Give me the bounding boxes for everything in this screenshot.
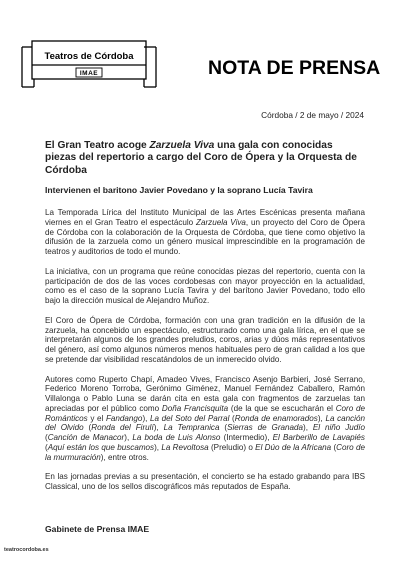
footer-website-url: teatrocordoba.es <box>4 547 49 553</box>
paragraph-3: El Coro de Ópera de Córdoba, formación con una gran tradición en la difusión de la zarzuela, ha concebido un espectáculo, estructurado como una gala lírica, en el que se interpretarán algunos de los grandes preludios, coros, arias y dúos más representativos del género, así como algunos números menos habituales pero de gran calidad a los que se pretende dar visibilidad rescatándolos de un inmerecido olvido. <box>45 315 365 364</box>
release-date: Córdoba / 2 de mayo / 2024 <box>261 110 364 120</box>
press-office-signature: Gabinete de Prensa IMAE <box>45 524 150 534</box>
logo-name: Teatros de Córdoba <box>44 51 134 62</box>
logo-badge: IMAE <box>79 70 99 77</box>
paragraph-1: La Temporada Lírica del Instituto Municipal de las Artes Escénicas presenta mañana viernes en el Gran Teatro el espectáculo Zarzuela Viva, un proyecto del Coro de Ópera de Córdoba con la colaboración de la Orquesta de Córdoba, que tiene como objetivo la difusión de la zarzuela como un género musical imprescindible en la programación de teatros y auditorios de todo el mundo. <box>45 208 365 256</box>
paragraph-5: En las jornadas previas a su presentación, el concierto se ha estado grabando para IBS Classical, uno de los sellos discográficos más reputados de España. <box>45 472 365 491</box>
press-release-title: NOTA DE PRENSA <box>208 57 381 79</box>
headline: El Gran Teatro acoge Zarzuela Viva una gala con conocidas piezas del repertorio a cargo del Coro de Ópera y la Orquesta de Córdoba <box>45 140 357 176</box>
paragraph-4: Autores como Ruperto Chapí, Amadeo Vives, Francisco Asenjo Barbieri, José Serrano, Federico Moreno Torroba, Gerónimo Giménez, Manuel Fernández Caballero, Ramón Villalonga o Pablo Luna se darán cita en esta gala con fragmentos de zarzuelas tan apreciadas por el público como Doña Francisquita (de la que se escucharán el Coro de Románticos y el Fandango), La del Soto del Parral (Ronda de enamorados), La canción del Olvido (Ronda del Firulí), La Tempranica (Sierras de Granada), El niño Judío (Canción de Manacor), La boda de Luis Alonso (Intermedio), El Barberillo de Lavapiés (Aquí están los que buscamos), La Revoltosa (Preludio) o El Dúo de la Africana (Coro de la murmuración), entre otros. <box>45 374 366 462</box>
subheadline: Intervienen el baritono Javier Povedano y la soprano Lucía Tavira <box>45 185 313 195</box>
article-body <box>45 208 365 492</box>
teatros-de-cordoba-logo <box>20 38 158 90</box>
headline-show-title: Zarzuela Viva <box>149 140 215 151</box>
paragraph-2: La iniciativa, con un programa que reúne conocidas piezas del repertorio, cuenta con la participación de dos de las voces cordobesas con mayor proyección en la actualidad, como es el caso de la soprano Lucía Tavira y del barítono Javier Povedano, todo ello bajo la dirección musical de Alejandro Muñoz. <box>45 266 365 305</box>
